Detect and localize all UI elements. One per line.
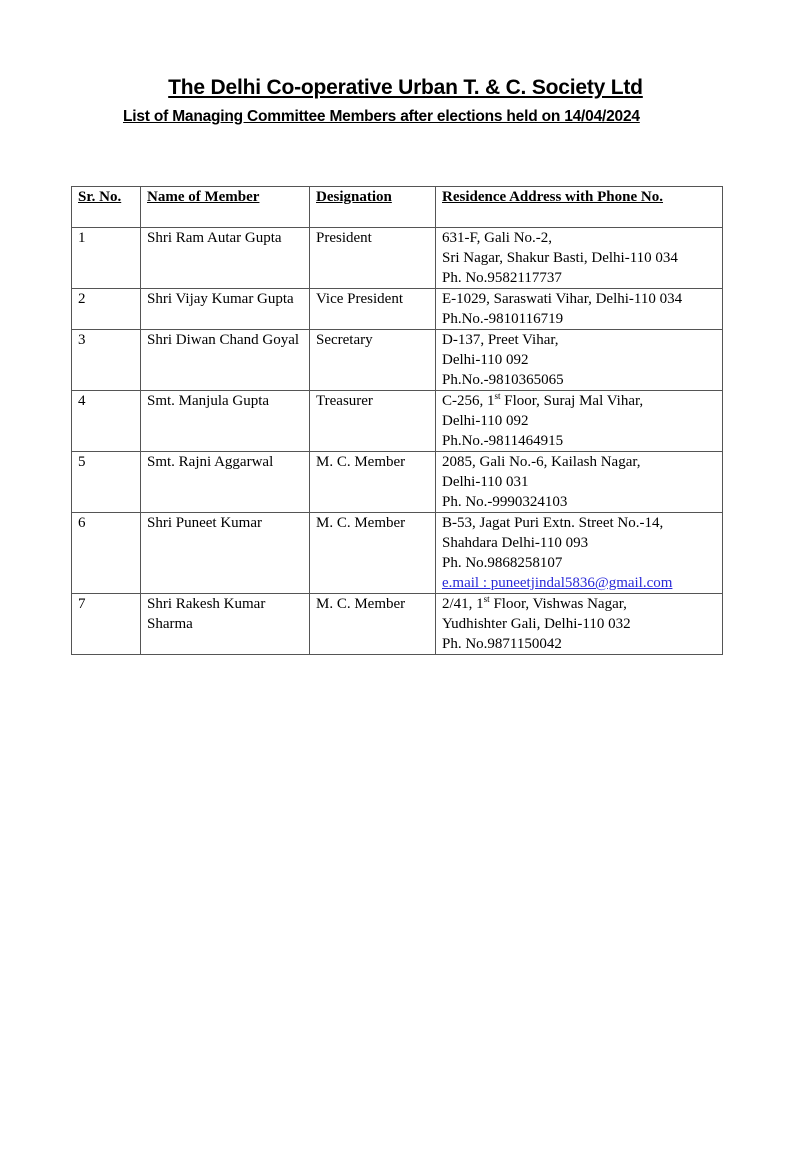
sr-no: 2: [72, 289, 141, 330]
designation: Vice President: [310, 289, 436, 330]
member-name: Shri Ram Autar Gupta: [141, 228, 310, 289]
phone-number: Ph. No.9871150042: [442, 636, 562, 652]
table-row: [72, 289, 723, 330]
designation: Treasurer: [310, 391, 436, 452]
document-subtitle: List of Managing Committee Members after elections held on 14/04/2024: [123, 108, 640, 125]
phone-number: Ph.No.-9810116719: [442, 311, 564, 327]
address-line: C-256, 1st Floor, Suraj Mal Vihar,: [442, 391, 644, 409]
member-name: Shri Rakesh Kumar Sharma: [141, 594, 310, 655]
address-line: 631-F, Gali No.-2,: [442, 230, 553, 246]
phone-number: Ph. No.-9990324103: [442, 494, 568, 510]
table-row: [72, 452, 723, 513]
address: [436, 330, 723, 391]
table-row: [72, 513, 723, 594]
sr-no: 5: [72, 452, 141, 513]
member-name: Shri Vijay Kumar Gupta: [141, 289, 310, 330]
phone-number: Ph.No.-9810365065: [442, 372, 564, 388]
address-line: B-53, Jagat Puri Extn. Street No.-14,: [442, 515, 664, 531]
address-line: Sri Nagar, Shakur Basti, Delhi-110 034: [442, 250, 678, 266]
sr-no: 1: [72, 228, 141, 289]
designation: M. C. Member: [310, 513, 436, 594]
phone-number: Ph. No.9868258107: [442, 555, 563, 571]
table-row: [72, 391, 723, 452]
phone-number: Ph.No.-9811464915: [442, 433, 564, 449]
address-line: Shahdara Delhi-110 093: [442, 535, 589, 551]
address: [436, 452, 723, 513]
address: [436, 228, 723, 289]
address-line: Delhi-110 031: [442, 474, 529, 490]
address-line: Yudhishter Gali, Delhi-110 032: [442, 616, 631, 632]
designation: Secretary: [310, 330, 436, 391]
document-title: The Delhi Co-operative Urban T. & C. Society Ltd: [168, 76, 643, 99]
header-sr-no: Sr. No.: [72, 187, 141, 228]
member-name: Shri Diwan Chand Goyal: [141, 330, 310, 391]
address: [436, 391, 723, 452]
designation: M. C. Member: [310, 594, 436, 655]
address-line: Delhi-110 092: [442, 352, 529, 368]
address: [436, 513, 723, 594]
address-line: D-137, Preet Vihar,: [442, 332, 559, 348]
address-line: E-1029, Saraswati Vihar, Delhi-110 034: [442, 291, 683, 307]
phone-number: Ph. No.9582117737: [442, 270, 562, 286]
designation: M. C. Member: [310, 452, 436, 513]
header-address: Residence Address with Phone No.: [436, 187, 723, 228]
sr-no: 4: [72, 391, 141, 452]
sr-no: 7: [72, 594, 141, 655]
member-name: Smt. Manjula Gupta: [141, 391, 310, 452]
designation: President: [310, 228, 436, 289]
header-designation: Designation: [310, 187, 436, 228]
table-header-row: [72, 187, 723, 228]
member-name: Shri Puneet Kumar: [141, 513, 310, 594]
table-row: [72, 228, 723, 289]
members-table: [71, 186, 723, 655]
table-row: [72, 330, 723, 391]
address: [436, 594, 723, 655]
table-row: [72, 594, 723, 655]
sr-no: 3: [72, 330, 141, 391]
header-name: Name of Member: [141, 187, 310, 228]
email-link[interactable]: e.mail : puneetjindal5836@gmail.com: [442, 575, 673, 591]
address-line: 2/41, 1st Floor, Vishwas Nagar,: [442, 594, 627, 612]
address-line: Delhi-110 092: [442, 413, 529, 429]
member-name: Smt. Rajni Aggarwal: [141, 452, 310, 513]
address-line: 2085, Gali No.-6, Kailash Nagar,: [442, 454, 641, 470]
sr-no: 6: [72, 513, 141, 594]
address: [436, 289, 723, 330]
